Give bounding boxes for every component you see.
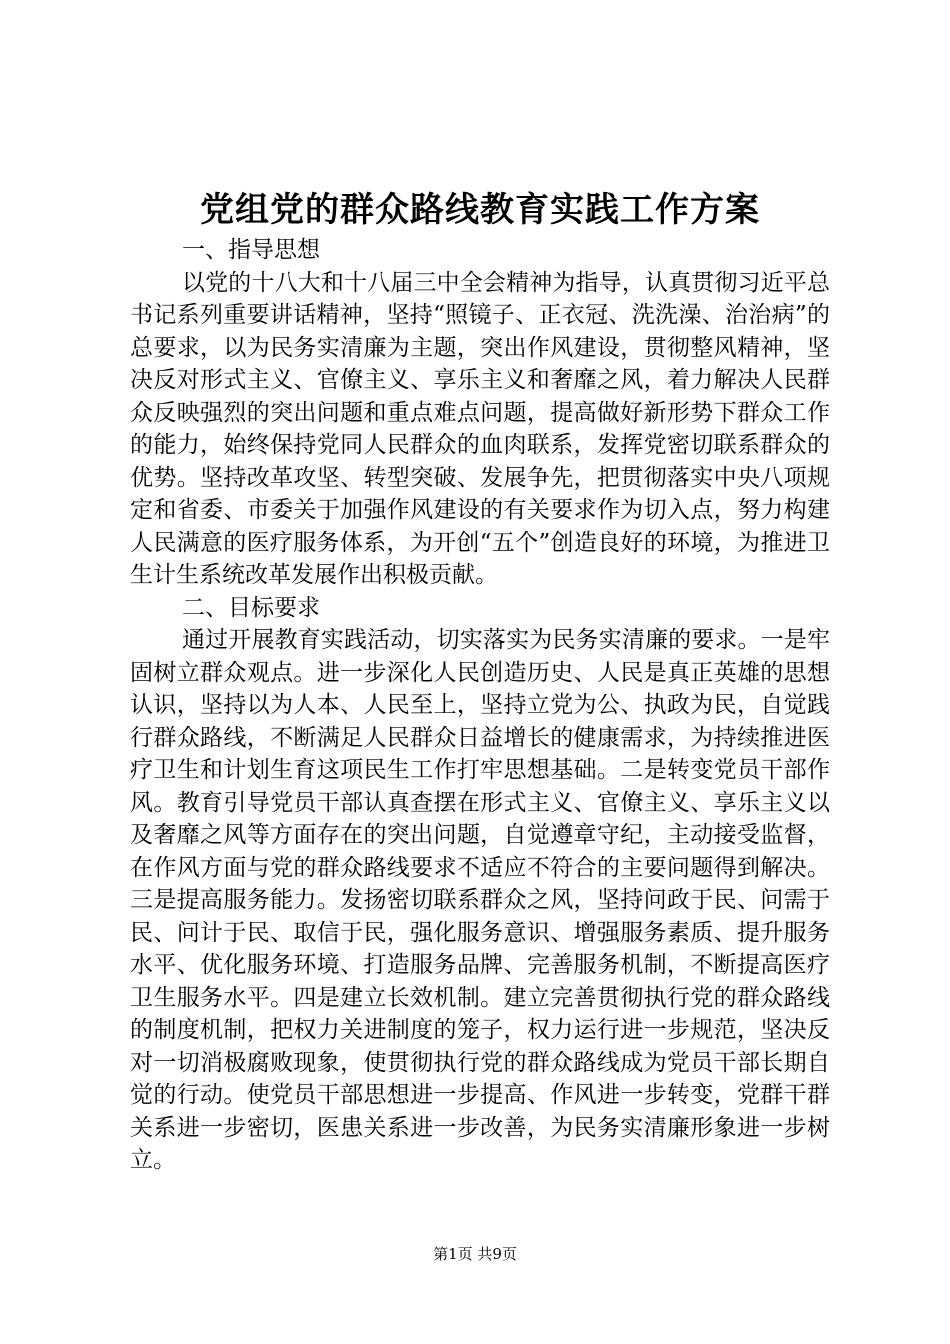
section-goals-requirements bbox=[130, 592, 830, 1177]
section-paragraph: 通过开展教育实践活动，切实落实为民务实清廉的要求。一是牢固树立群众观点。进一步深化人民创造历史、人民是真正英雄的思想认识，坚持以为人本、人民至上，坚持立党为公、执政为民，自觉践行群众路线，不断满足人民群众日益增长的健康需求，为持续推进医疗卫生和计划生育这项民生工作打牢思想基础。二是转变党员干部作风。教育引导党员干部认真查摆在形式主义、官僚主义、享乐主义以及奢靡之风等方面存在的突出问题，自觉遵章守纪，主动接受监督，在作风方面与党的群众路线要求不适应不符合的主要问题得到解决。三是提高服务能力。发扬密切联系群众之风，坚持问政于民、问需于民、问计于民、取信于民，强化服务意识、增强服务素质、提升服务水平、优化服务环境、打造服务品牌、完善服务机制，不断提高医疗卫生服务水平。四是建立长效机制。建立完善贯彻执行党的群众路线的制度机制，把权力关进制度的笼子，权力运行进一步规范，坚决反对一切消极腐败现象，使贯彻执行党的群众路线成为党员干部长期自觉的行动。使党员干部思想进一步提高、作风进一步转变，党群干群关系进一步密切，医患关系进一步改善，为民务实清廉形象进一步树立。 bbox=[130, 627, 830, 1173]
page-number-footer: 第1页 共9页 bbox=[433, 1245, 517, 1263]
section-heading: 一、指导思想 bbox=[182, 237, 320, 263]
section-paragraph: 以党的十八大和十八届三中全会精神为指导，认真贯彻习近平总书记系列重要讲话精神，坚持“照镜子、正衣冠、洗洗澡、治治病”的总要求，以为民务实清廉为主题，突出作风建设，贯彻整风精神，坚决反对形式主义、官僚主义、享乐主义和奢靡之风，着力解决人民群众反映强烈的突出问题和重点难点问题，提高做好新形势下群众工作的能力，始终保持党同人民群众的血肉联系，发挥党密切联系群众的优势。坚持改革攻坚、转型突破、发展争先，把贯彻落实中央八项规定和省委、市委关于加强作风建设的有关要求作为切入点，努力构建人民满意的医疗服务体系，为开创“五个”创造良好的环境，为推进卫生计生系统改革发展作出积极贡献。 bbox=[130, 269, 830, 588]
section-guiding-ideology bbox=[130, 234, 830, 592]
document-body bbox=[130, 186, 830, 1177]
document-title: 党组党的群众路线教育实践工作方案 bbox=[200, 190, 760, 230]
section-heading: 二、目标要求 bbox=[182, 594, 320, 621]
